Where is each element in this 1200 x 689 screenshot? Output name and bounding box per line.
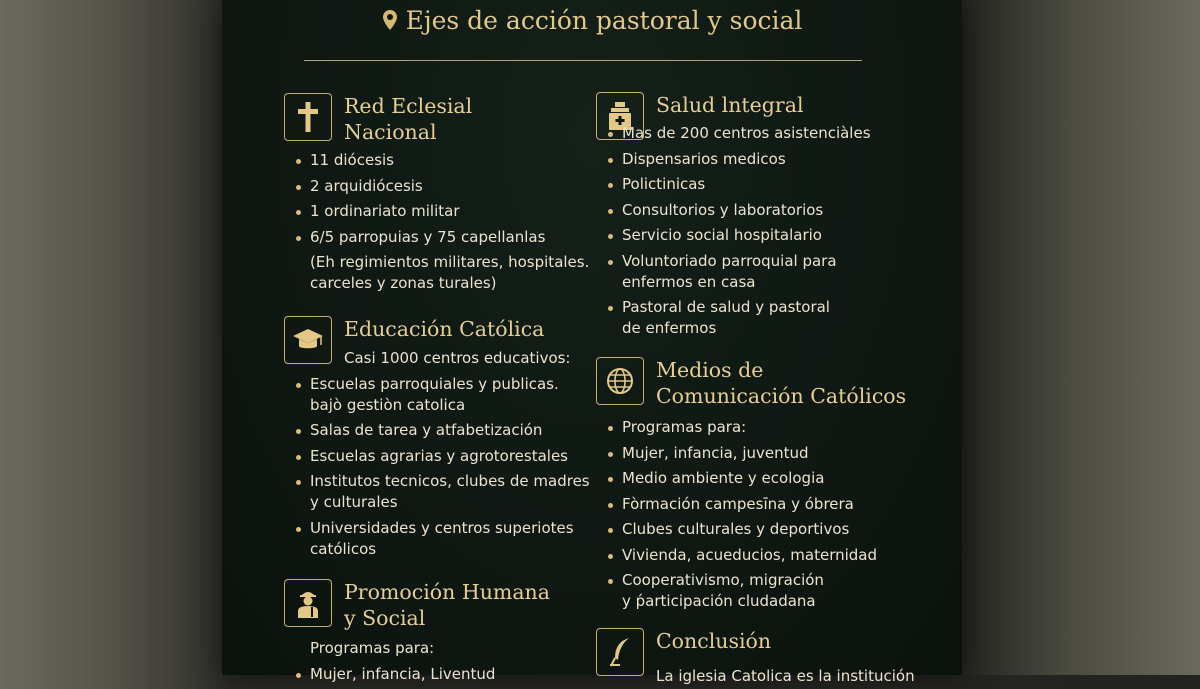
background-right — [960, 0, 1200, 675]
poster — [222, 0, 962, 685]
list-item: Escuelas agrarias y agrotorestales — [284, 446, 590, 467]
list-item: Mas de 200 centros asistenciàles — [596, 123, 871, 144]
list-item: Mujer, infancia, juventud — [596, 443, 877, 464]
list-item: Institutos tecnicos, clubes de madres y culturales — [284, 471, 590, 513]
header-divider — [304, 60, 862, 61]
salud-list — [596, 123, 871, 344]
cross-icon — [284, 93, 332, 141]
globe-icon — [596, 357, 644, 405]
list-item: Servicio social hospitalario — [596, 225, 871, 246]
list-item: Mujer, infancia, Liventud — [284, 664, 495, 685]
worker-icon — [284, 579, 332, 627]
list-item: Medio ambiente y ecologia — [596, 468, 877, 489]
section-title: Salud lntegral — [656, 93, 804, 117]
page-title: Ejes de acción pastoral y social — [405, 6, 803, 35]
poster-header — [222, 6, 962, 37]
list-item: Consultorios y laboratorios — [596, 200, 871, 221]
list-item: Fòrmación campesīna y óbrera — [596, 494, 877, 515]
list-item: Vivienda, acueducios, maternidad — [596, 545, 877, 566]
list-item: Dispensarios medicos — [596, 149, 871, 170]
list-item: Pastoral de salud y pastoral de enfermos — [596, 297, 871, 339]
list-item: Salas de tarea y atfabetización — [284, 420, 590, 441]
medios-list — [596, 417, 877, 617]
section-title: Educación Católica — [344, 317, 545, 341]
section-title: Red Eclesial Nacional — [344, 94, 473, 144]
section-title: Promoción Humana y Social — [344, 580, 550, 630]
list-item: Cooperativismo, migración y ṕarticipación cludadana — [596, 570, 877, 612]
section-title: Medios de Comunicación Católicos — [656, 358, 907, 408]
list-item: Universidades y centros superiotes católicos — [284, 518, 590, 560]
location-pin-icon — [382, 8, 398, 37]
list-item: 11 diócesis — [284, 150, 589, 171]
list-intro: Casi 1000 centros educativos: — [344, 349, 571, 367]
list-intro: Programas para: — [310, 639, 435, 657]
quill-icon — [596, 628, 644, 676]
list-item: Polictinicas — [596, 174, 871, 195]
list-item: Escuelas parroquiales y publicas. bajò gestiòn catolica — [284, 374, 590, 416]
promocion-list — [284, 638, 495, 689]
conclusion-text: La iglesia Catolica es la institución — [656, 667, 915, 685]
list-note: (Eh regimientos militares, hospitales. carceles y zonas turales) — [310, 253, 590, 292]
list-item: 1 ordinariato militar — [284, 201, 589, 222]
list-item: 2 arquidiócesis — [284, 176, 589, 197]
list-item: Programas para: — [596, 417, 877, 438]
educacion-list — [284, 348, 590, 564]
red-eclesial-list — [284, 150, 589, 294]
section-title: Conclusión — [656, 629, 772, 653]
list-item: 6/5 parropuias y 75 capellanlas — [284, 227, 589, 248]
list-item: Clubes culturales y deportivos — [596, 519, 877, 540]
list-item: Voluntoriado parroquial para enfermos en casa — [596, 251, 871, 293]
